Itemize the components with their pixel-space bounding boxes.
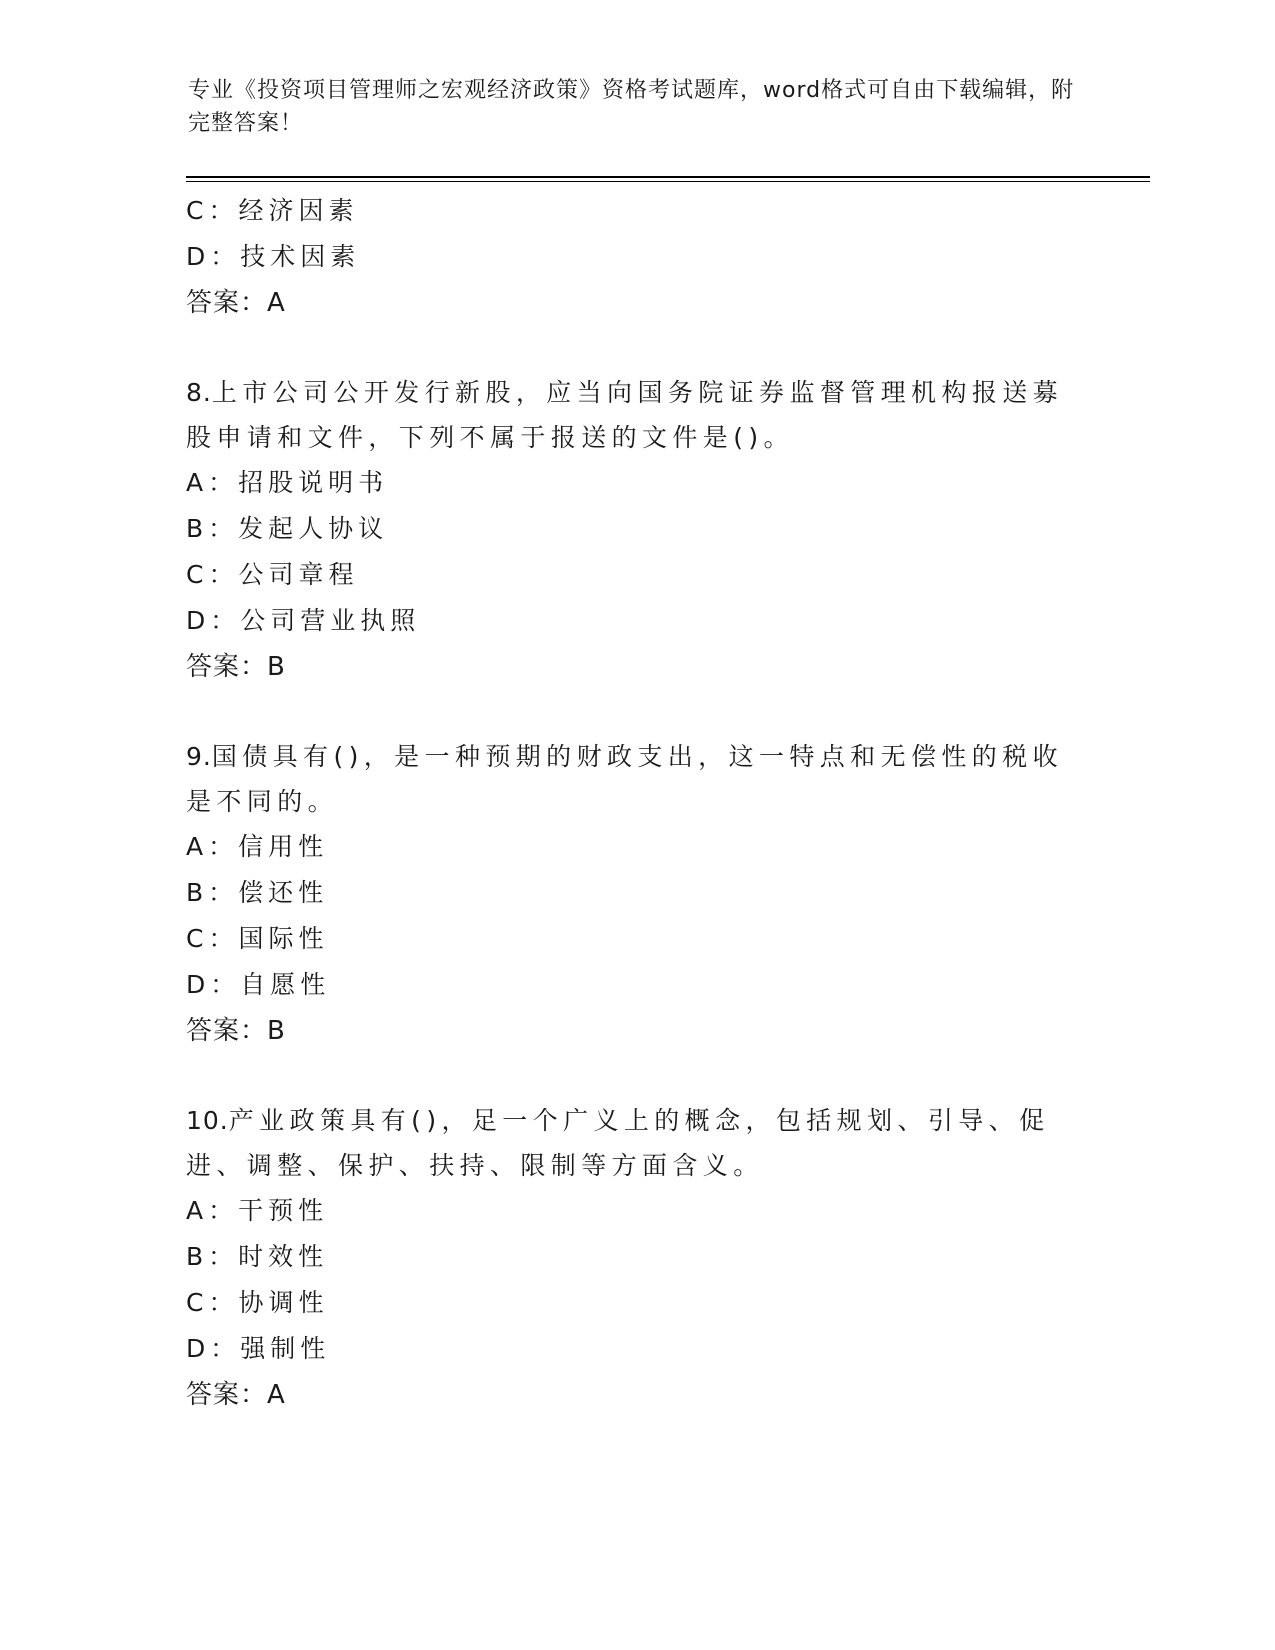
option-a [186,824,1086,870]
option-label: D： [186,1334,241,1363]
option-label: A： [186,1196,239,1225]
option-text: 信用性 [238,832,329,861]
option-text: 技术因素 [240,242,361,271]
option-label: A： [186,832,239,861]
option-c [186,552,1086,598]
option-text: 偿还性 [238,878,329,907]
answer-line: 答案：B [186,652,286,682]
option-label: C： [186,196,239,225]
question-text [186,370,1066,460]
question-block [186,370,1086,690]
answer-line: 答案：A [186,1380,286,1410]
option-label: D： [186,606,241,635]
question-block [186,734,1086,1054]
question-list [186,188,1086,1462]
question-number: 8. [186,378,212,407]
option-text: 干预性 [238,1196,329,1225]
question-block [186,1098,1086,1418]
option-label: C： [186,560,239,589]
option-d [186,234,1086,280]
question-text [186,734,1066,824]
question-number: 9. [186,742,212,771]
option-text: 强制性 [240,1334,331,1363]
question-stem: 产业政策具有()，足一个广义上的概念，包括规划、引导、促进、调整、保护、扶持、限制等方面含义。 [186,1106,1050,1180]
document-header: 专业《投资项目管理师之宏观经济政策》资格考试题库，word格式可自由下载编辑，附完整答案！ [188,78,1075,136]
question-text [186,1098,1066,1188]
option-label: D： [186,970,241,999]
answer-line: 答案：B [186,1016,286,1046]
option-a [186,1188,1086,1234]
option-text: 发起人协议 [238,514,389,543]
option-text: 时效性 [238,1242,329,1271]
option-d [186,598,1086,644]
question-number: 10. [186,1106,229,1135]
option-b [186,870,1086,916]
header-divider-thin [186,181,1150,182]
header-divider-thick [186,176,1150,178]
question-stem: 国债具有()，是一种预期的财政支出，这一特点和无偿性的税收是不同的。 [186,742,1063,816]
option-text: 经济因素 [238,196,359,225]
option-text: 公司营业执照 [240,606,421,635]
option-text: 协调性 [238,1288,329,1317]
option-c [186,1280,1086,1326]
option-label: A： [186,468,239,497]
option-text: 自愿性 [240,970,331,999]
option-b [186,506,1086,552]
option-text: 招股说明书 [238,468,389,497]
option-d [186,1326,1086,1372]
prev-question-block [186,188,1086,326]
option-label: B： [186,878,239,907]
question-stem: 上市公司公开发行新股，应当向国务院证券监督管理机构报送募股申请和文件，下列不属于报送的文件是()。 [186,378,1064,452]
option-label: D： [186,242,241,271]
option-b [186,1234,1086,1280]
option-c [186,916,1086,962]
answer-line: 答案：A [186,288,286,318]
option-label: B： [186,1242,239,1271]
option-label: C： [186,1288,239,1317]
option-label: C： [186,924,239,953]
option-c [186,188,1086,234]
option-d [186,962,1086,1008]
option-text: 公司章程 [238,560,359,589]
option-text: 国际性 [238,924,329,953]
option-a [186,460,1086,506]
option-label: B： [186,514,239,543]
